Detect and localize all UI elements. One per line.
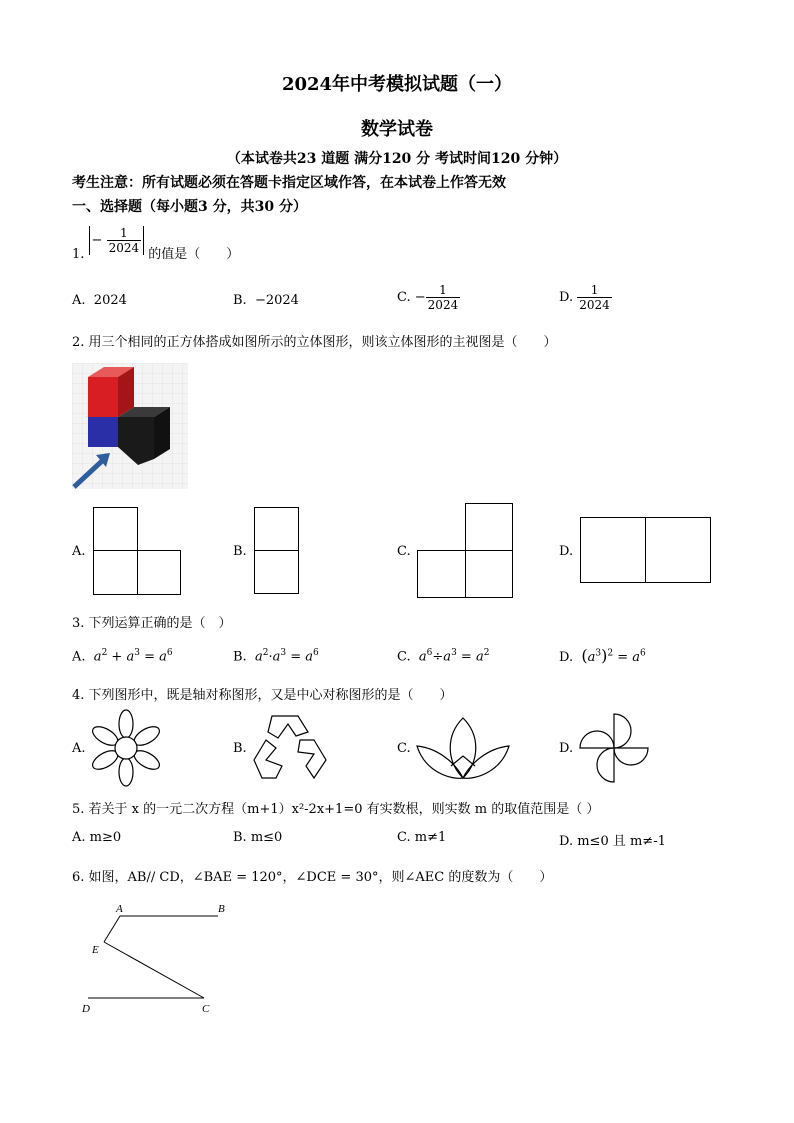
recycle-figure (252, 714, 328, 780)
exam-info: （本试卷共23 道题 满分120 分 考试时间120 分钟） (226, 151, 568, 167)
question-5: 5. 若关于 x 的一元二次方程（m+1）x²-2x+1=0 有实数根，则实数 m 的取值范围是（ ） (72, 802, 600, 817)
q3-option-b[interactable]: B. $a^2\cdot a^3 = a^6$ (233, 648, 319, 665)
parallel-lines-figure (78, 898, 238, 1018)
q1-option-b[interactable]: B. −2024 (233, 293, 299, 308)
point-c: C (202, 1003, 210, 1015)
q3-option-d[interactable]: D. $(a^3)^2 = a^6$ (559, 646, 646, 665)
q4-option-b[interactable]: B. (233, 741, 247, 756)
question-2: 2. 用三个相同的正方体搭成如图所示的立体图形，则该立体图形的主视图是（ ） (72, 335, 557, 350)
q5-option-b[interactable]: B. m≤0 (233, 830, 283, 845)
point-e: E (92, 944, 99, 956)
q2-figure-d (580, 517, 714, 585)
abs-expression: − $\frac{1}{2024}$ (89, 226, 145, 255)
question-1-number: 1. (72, 247, 85, 262)
question-6: 6. 如图，AB// CD，∠BAE = 120°，∠DCE = 30°，则∠AEC 的度数为（ ） (72, 870, 553, 885)
q4-option-c[interactable]: C. (397, 741, 411, 756)
flower-figure (90, 710, 162, 786)
exam-subject: 数学试卷 (361, 119, 433, 140)
exam-title: 2024年中考模拟试题（一） (281, 74, 513, 95)
point-a: A (116, 903, 123, 915)
q1-option-a[interactable]: A. 2024 (72, 293, 127, 308)
q2-figure-a (93, 507, 183, 597)
q3-option-a[interactable]: A. $a^2 + a^3 = a^6$ (72, 648, 173, 665)
q1-option-d[interactable]: D. $\frac{1}{2024}$ (559, 283, 610, 312)
exam-notice: 考生注意：所有试题必须在答题卡指定区域作答，在本试卷上作答无效 (72, 175, 506, 191)
cube-figure (72, 363, 188, 489)
q5-option-c[interactable]: C. m≠1 (397, 830, 447, 845)
section-heading: 一、选择题（每小题3 分，共30 分） (72, 199, 307, 215)
q2-option-c[interactable]: C. (397, 544, 411, 559)
point-b: B (218, 903, 225, 915)
question-3: 3. 下列运算正确的是（ ） (72, 616, 232, 631)
question-1 (72, 226, 239, 262)
point-d: D (82, 1003, 90, 1015)
q4-option-d[interactable]: D. (559, 741, 574, 756)
q2-figure-b (254, 507, 300, 597)
question-1-tail: 的值是（ ） (148, 247, 240, 262)
q4-option-a[interactable]: A. (72, 741, 86, 756)
q2-option-d[interactable]: D. (559, 544, 574, 559)
q5-option-a[interactable]: A. m≥0 (72, 830, 122, 845)
q2-option-b[interactable]: B. (233, 544, 247, 559)
q2-figure-c (417, 503, 515, 599)
q3-option-c[interactable]: C. $a^6\div a^3 = a^2$ (397, 648, 490, 665)
lotus-figure (415, 716, 511, 782)
pinwheel-figure (578, 712, 650, 784)
q2-option-a[interactable]: A. (72, 544, 86, 559)
q5-option-d[interactable]: D. m≤0 且 m≠-1 (559, 834, 666, 849)
question-4: 4. 下列图形中，既是轴对称图形，又是中心对称图形的是（ ） (72, 688, 453, 703)
q1-option-c[interactable]: C. − $\frac{1}{2024}$ (397, 283, 459, 312)
